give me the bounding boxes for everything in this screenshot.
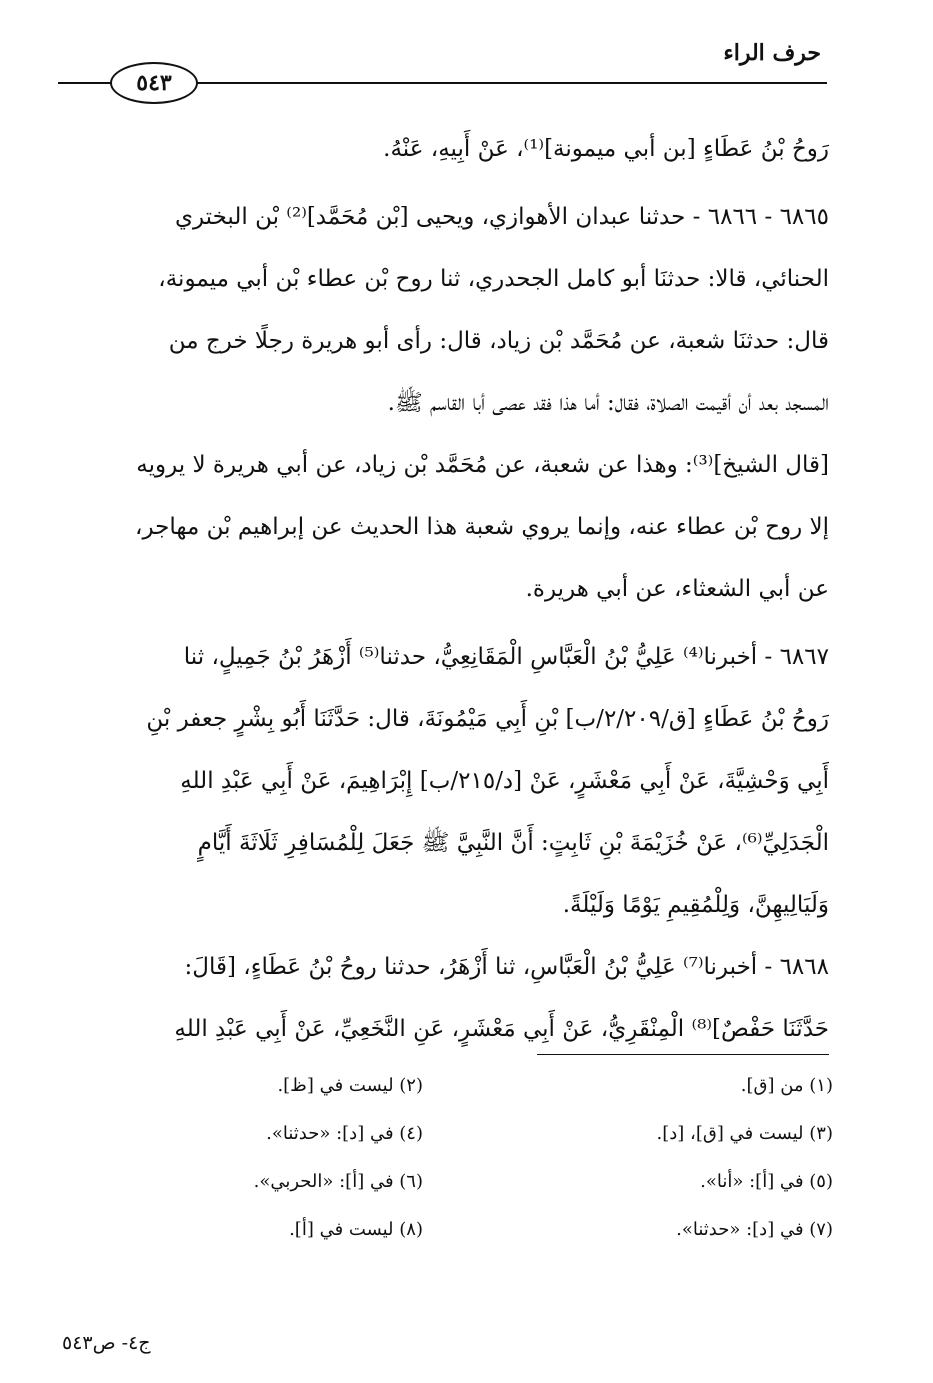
- footnote: (٤) في [د]: «حدثنا».: [266, 1123, 423, 1144]
- running-header: حرف الراء: [723, 40, 821, 66]
- footnote: (٦) في [أ]: «الحربي».: [253, 1171, 423, 1192]
- page-number-badge: [110, 62, 198, 104]
- footnotes: [43, 1064, 833, 1252]
- footnote: (٢) ليست في [ظ].: [277, 1075, 423, 1096]
- text-line: ٦٨٦٥ - ٦٨٦٦ - حدثنا عبدان الأهوازي، ويحيى [بْن مُحَمَّد]⁽²⁾ بْن البختري: [174, 204, 829, 230]
- text-line: الحنائي، قالا: حدثنَا أبو كامل الجحدري، ثنا روح بْن عطاء بْن أبي ميمونة،: [158, 266, 829, 292]
- text-line: عن أبي الشعثاء، عن أبي هريرة.: [525, 576, 829, 602]
- text-line: ٦٨٦٧ - أخبرنا⁽⁴⁾ عَلِيُّ بْنُ الْعَبَّاسِ الْمَقَانِعِيُّ، حدثنا⁽⁵⁾ أَزْهَرُ بْنُ جَمِيلٍ، ثنا: [183, 644, 829, 670]
- text-line: حَدَّثَنَا حَفْصٌ]⁽⁸⁾ الْمِنْقَرِيُّ، عَنْ أَبِي مَعْشَرٍ، عَنِ النَّخَعِيِّ، عَنْ أَبِي عَبْدِ اللهِ: [174, 1016, 829, 1042]
- text-line: أَبِي وَحْشِيَّةَ، عَنْ أَبِي مَعْشَرٍ، عَنْ [د/٢١٥/ب] إِبْرَاهِيمَ، عَنْ أَبِي عَبْدِ اللهِ: [180, 768, 829, 794]
- footnote: (٣) ليست في [ق]، [د].: [656, 1123, 833, 1144]
- text-line: إلا روح بْن عطاء عنه، وإنما يروي شعبة هذا الحديث عن إبراهيم بْن مهاجر،: [135, 514, 829, 540]
- text-line: رَوحُ بْنُ عَطَاءٍ [ق/٢/٢٠٩/ب] بْنِ أَبِي مَيْمُونَةَ، قال: حَدَّثَنَا أَبُو بِشْرٍ جعفر بْنِ: [146, 706, 829, 732]
- page-footer: ج٤- ص٥٤٣: [62, 1332, 151, 1354]
- footnote: (١) من [ق].: [740, 1075, 833, 1096]
- text-line: قال: حدثنَا شعبة، عن مُحَمَّد بْن زياد، قال: رأى أبو هريرة رجلًا خرج من: [168, 328, 829, 354]
- text-line: ٦٨٦٨ - أخبرنا⁽⁷⁾ عَلِيُّ بْنُ الْعَبَّاسِ، ثنا أَزْهَرُ، حدثنا روحُ بْنُ عَطَاءٍ، [قَالَ:: [184, 954, 829, 980]
- footnote: (٥) في [أ]: «أنا».: [700, 1171, 833, 1192]
- footnote: (٧) في [د]: «حدثنا».: [676, 1219, 833, 1240]
- text-line: [قال الشيخ]⁽³⁾: وهذا عن شعبة، عن مُحَمَّد بْن زياد، عن أبي هريرة لا يرويه: [136, 452, 829, 478]
- text-line: رَوحُ بْنُ عَطَاءٍ [بن أبي ميمونة]⁽¹⁾، عَنْ أَبِيهِ، عَنْهُ.: [383, 136, 829, 162]
- page-number: ٥٤٣: [136, 70, 172, 96]
- footnote-rule: [537, 1054, 829, 1055]
- text-line: وَلَيَالِيهِنَّ، وَلِلْمُقِيمِ يَوْمًا وَلَيْلَةً.: [562, 892, 829, 918]
- text-line: المسجد بعد أن أقيمت الصلاة، فقال: أما هذا فقد عصى أبا القاسم ﷺ.: [387, 390, 829, 416]
- body-text: [56, 118, 829, 1060]
- text-line: الْجَدَلِيِّ⁽⁶⁾، عَنْ خُزَيْمَةَ بْنِ ثَابِتٍ: أَنَّ النَّبِيَّ ﷺ جَعَلَ لِلْمُسَافِرِ ثَلَاثَةَ أَيَّامٍ: [197, 830, 829, 856]
- footnote: (٨) ليست في [أ].: [289, 1219, 423, 1240]
